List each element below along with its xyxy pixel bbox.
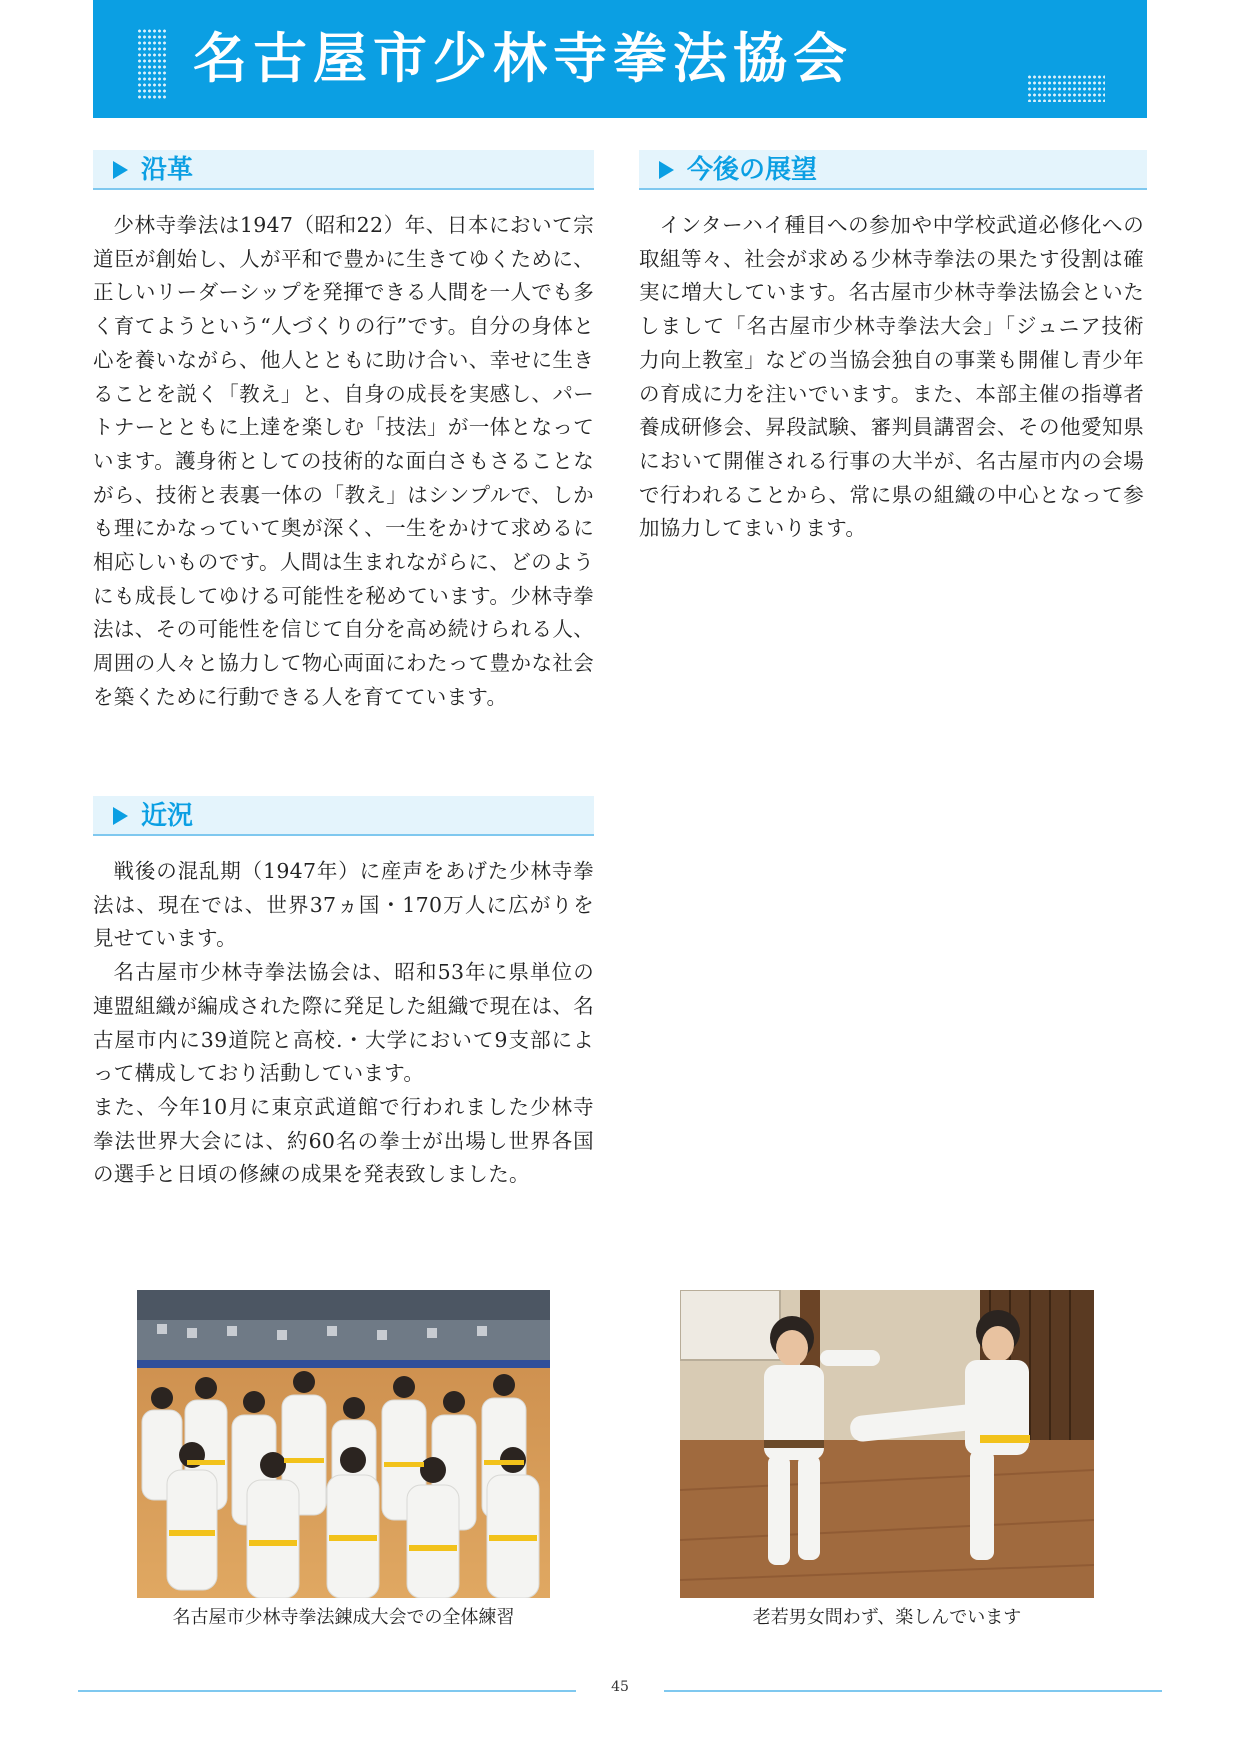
paragraph: 少林寺拳法は1947（昭和22）年、日本において宗道臣が創始し、人が平和で豊かに生きてゆくために、正しいリーダーシップを発揮できる人間を一人でも多く育てようという“人づくりの行”です。自分の身体と心を養いながら、他人とともに助け合い、幸せに生きることを説く「教え」と、自身の成長を実感し、パートナーとともに上達を楽しむ「技法」が一体となっています。護身術としての技術的な面白さもさることながら、技術と表裏一体の「教え」はシンプルで、しかも理にかなっていて奥が深く、一生をかけて求めるに相応しいものです。人間は生まれながらに、どのようにも成長してゆける可能性を秘めています。少林寺拳法は、その可能性を信じて自分を高め続けられる人、周囲の人々と協力して物心両面にわたって豊かな社会を築くために行動できる人を育てています。 — [93, 213, 594, 709]
page-number: 45 — [611, 1679, 629, 1695]
dot-pattern-left — [137, 28, 167, 100]
outlook-body — [639, 209, 1144, 546]
footer-rule-right — [664, 1690, 1162, 1692]
paragraph: また、今年10月に東京武道館で行われました少林寺拳法世界大会には、約60名の拳士が出場し世界各国の選手と日頃の修練の成果を発表致しました。 — [93, 1094, 594, 1187]
play-arrow-icon — [113, 807, 128, 825]
section-heading-outlook — [639, 150, 1147, 190]
paragraph: 戦後の混乱期（1947年）に産声をあげた少林寺拳法は、現在では、世界37ヵ国・170万人に広がりを見せています。 — [93, 859, 594, 951]
page-title: 名古屋市少林寺拳法協会 — [193, 27, 853, 90]
footer-rule-left — [78, 1690, 576, 1692]
kids-practice-image — [680, 1290, 1094, 1598]
section-heading-history — [93, 150, 594, 190]
play-arrow-icon — [113, 161, 128, 179]
title-banner — [93, 0, 1147, 118]
section-heading-recent — [93, 796, 594, 836]
history-body — [93, 209, 594, 715]
recent-body — [93, 855, 594, 1192]
play-arrow-icon — [659, 161, 674, 179]
section-heading-label: 沿革 — [141, 155, 194, 185]
photo-kids-practice — [680, 1290, 1094, 1598]
paragraph: インターハイ種目への参加や中学校武道必修化への取組等々、社会が求める少林寺拳法の果たす役割は確実に増大しています。名古屋市少林寺拳法協会といたしまして「名古屋市少林寺拳法大会」「ジュニア技術力向上教室」などの当協会独自の事業も開催し青少年の育成に力を注いでいます。また、本部主催の指導者養成研修会、昇段試験、審判員講習会、その他愛知県において開催される行事の大半が、名古屋市内の会場で行われることから、常に県の組織の中心となって参加協力してまいります。 — [639, 213, 1144, 541]
section-heading-label: 今後の展望 — [687, 155, 818, 185]
section-heading-label: 近況 — [141, 801, 194, 831]
paragraph: 名古屋市少林寺拳法協会は、昭和53年に県単位の連盟組織が編成された際に発足した組織で現在は、名古屋市内に39道院と高校.・大学において9支部によって構成しており活動しています。 — [93, 960, 594, 1086]
dot-pattern-right — [1027, 74, 1105, 102]
photo-caption-left: 名古屋市少林寺拳法錬成大会での全体練習 — [172, 1607, 515, 1628]
photo-group-practice — [137, 1290, 550, 1598]
group-practice-image — [137, 1290, 550, 1598]
photo-caption-right: 老若男女問わず、楽しんでいます — [752, 1607, 1022, 1628]
